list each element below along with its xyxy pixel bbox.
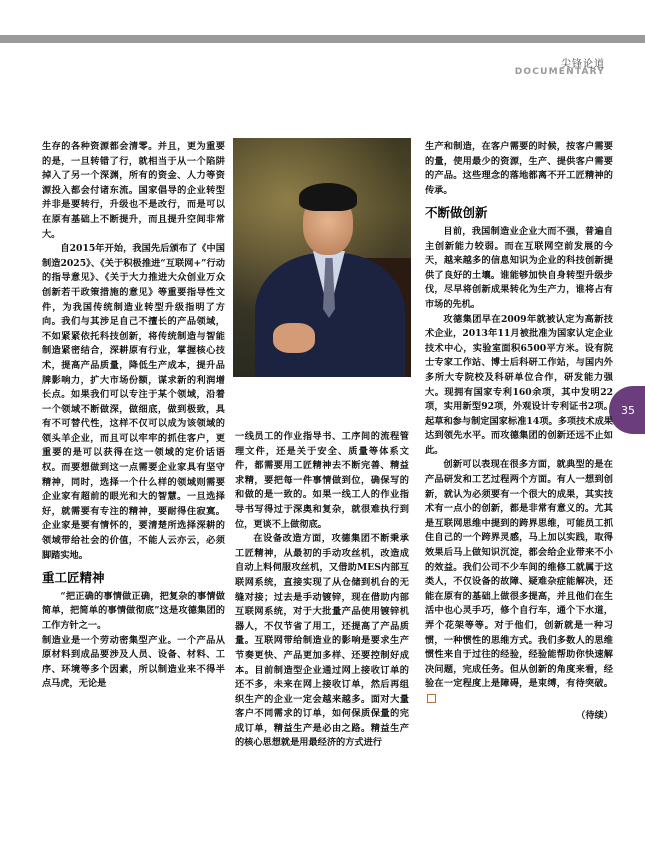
header-bar (0, 35, 645, 43)
paragraph: 制造业是一个劳动密集型产业。一个产品从原材料到成品要涉及人员、设备、材料、工序、环境等多个因素，所以制造业来不得半点马虎，无论是 (42, 634, 225, 690)
paragraph: 生存的各种资源都会清零。并且，更为重要的是，一旦转错了行，就相当于从一个陷阱掉入了另一个深渊，所有的资金、人力等资源投入都会付诸东流。国家倡导的企业转型并非是要转行，升级也不是改行，而是可以在原有基础上不断提升，而且提升空间非常大。 (42, 141, 225, 240)
paragraph-last (425, 458, 613, 706)
page-number: 35 (621, 403, 635, 417)
paragraph: 自2015年开始，我国先后颁布了《中国制造2025》、《关于积极推进“互联网+”行动的指导意见》、《关于大力推进大众创业万众创新若干政策措施的意见》等重要指导性文件，为我国传统制造业转型升级指明了方向。我们与其涉足自己不擅长的产品领域，不如紧紧依托科技创新，将传统制造与智能制造紧密结合，深耕原有行业，掌握核心技术，提高产品质量，降低生产成本，提升品牌影响力，扩大市场份额，谋求新的利润增长点。如果我们可以专注于某个领域，沿着一个领域不断做深，做细底，做到极致，具有不可替代性，这样不仅可以成为该领域的领头羊企业，而且可以牢牢的抓住客户，更重要的是可以获得在这一领域的定价话语权。而要想做到这一点需要企业家具有坚守精神，同时，选择一个什么样的领域则需要企业家有超前的眼光和大的智慧。一旦选择好，就需要有专注的精神，要耐得住寂寞。企业家是要有情怀的，要清楚所选择深耕的领域带给社会的价值，不能人云亦云，必须脚踏实地。 (42, 243, 225, 561)
portrait-photo (233, 138, 411, 377)
to-be-continued: （待续） (576, 709, 613, 721)
paragraph: 攻德集团早在2009年就被认定为高新技术企业，2013年11月被批准为国家认定企业技术中心，实验室面积6500平方米。设有院士专家工作站、博士后科研工作站，与国内外多所大专院校及科研单位合作，研发能力强大。现拥有国家专利160余项，其中发明22项，实用新型92项，外观设计专利证书2项。起草和参与制定国家标准14项。多项技术成果达到领先水平。而攻德集团的创新还远不止如此。 (425, 313, 613, 456)
column-middle (235, 430, 409, 751)
paragraph: “把正确的事情做正确，把复杂的事情做简单，把简单的事情做彻底”这是攻德集团的工作方针之一。 (42, 590, 225, 631)
paragraph-text: 创新可以表现在很多方面，就典型的是在产品研发和工艺过程两个方面。有人一想到创新，就认为必须要有一个很大的成果，其实技术有一点小的创新，都是非常有意义的。尤其是互联网思维中提到的跨界思维，可能员工抓住自己的一个跨界灵感，马上加以实践，取得效果后马上做知识沉淀，都会给企业带来不小的效益。我们公司不少车间的维修工就属于这类人，不仅设备的故障、疑难杂症能解决，还能在原有的基础上做很多提高，并且他们在生活中也心灵手巧，修个自行车，通个下水道，弄个花架等等。对于他们，创新就是一种习惯，一种惯性的思维方式。我们多数人的思维惯性来自于过往的经验，经验能帮助你快速解决问题，完成任务。但从创新的角度来看，经验在一定程度上是障碍，是束缚，有待突破。 (425, 459, 613, 690)
column-right (425, 140, 613, 723)
section-heading-innovate: 不断做创新 (425, 205, 488, 221)
paragraph: 一线员工的作业指导书、工序间的流程管理文件，还是关于安全、质量等体系文件，都需要用工匠精神去不断完善、精益求精，要把每一件事情做到位，确保写的和做的是一致的。如果一线工人的作业指导书写得过于深奥和复杂，就很难执行到位，更谈不上做彻底。 (235, 431, 409, 530)
column-left (42, 140, 225, 692)
photo-hair (299, 183, 357, 211)
page-number-tab (609, 386, 645, 434)
photo-hand (273, 323, 315, 353)
paragraph: 生产和制造，在客户需要的时候，按客户需要的量，使用最少的资源，生产、提供客户需要的产品。这些理念的落地都离不开工匠精神的传承。 (425, 141, 613, 196)
paragraph: 目前，我国制造业企业大而不强，普遍自主创新能力较弱。而在互联网空前发展的今天，越来越多的信息知识为企业的科技创新提供了良好的土壤。谁能够加快自身转型升级步伐，尽早将创新成果转化为生产力，谁将占有市场的先机。 (425, 225, 613, 310)
end-mark-icon (427, 694, 436, 703)
paragraph: 在设备改造方面，攻德集团不断秉承工匠精神，从最初的手动攻丝机，改造成自动上料伺服攻丝机，又借助MES内部互联网系统，直接实现了从仓储到机台的无缝对接；过去是手动镀锌，现在借助内部互联网系统，对于大批量产品使用镀锌机器人，不仅节省了用工，还提高了产品质量。互联网带给制造业的影响是要求生产节奏更快、产品更加多样、还要控制好成本。目前制造型企业通过网上接收订单的还不多，未来在网上接收订单，然后再组织生产的企业一定会越来越多。面对大量客户不同需求的订单，如何保质保量的完成订单，精益生产是必由之路。精益生产的核心思想就是用最经济的方式进行 (235, 533, 409, 749)
section-heading-craft: 重工匠精神 (42, 570, 105, 586)
section-title: 尖锋论道 (561, 59, 605, 70)
section-subtitle: DOCUMENTARY (514, 67, 605, 77)
